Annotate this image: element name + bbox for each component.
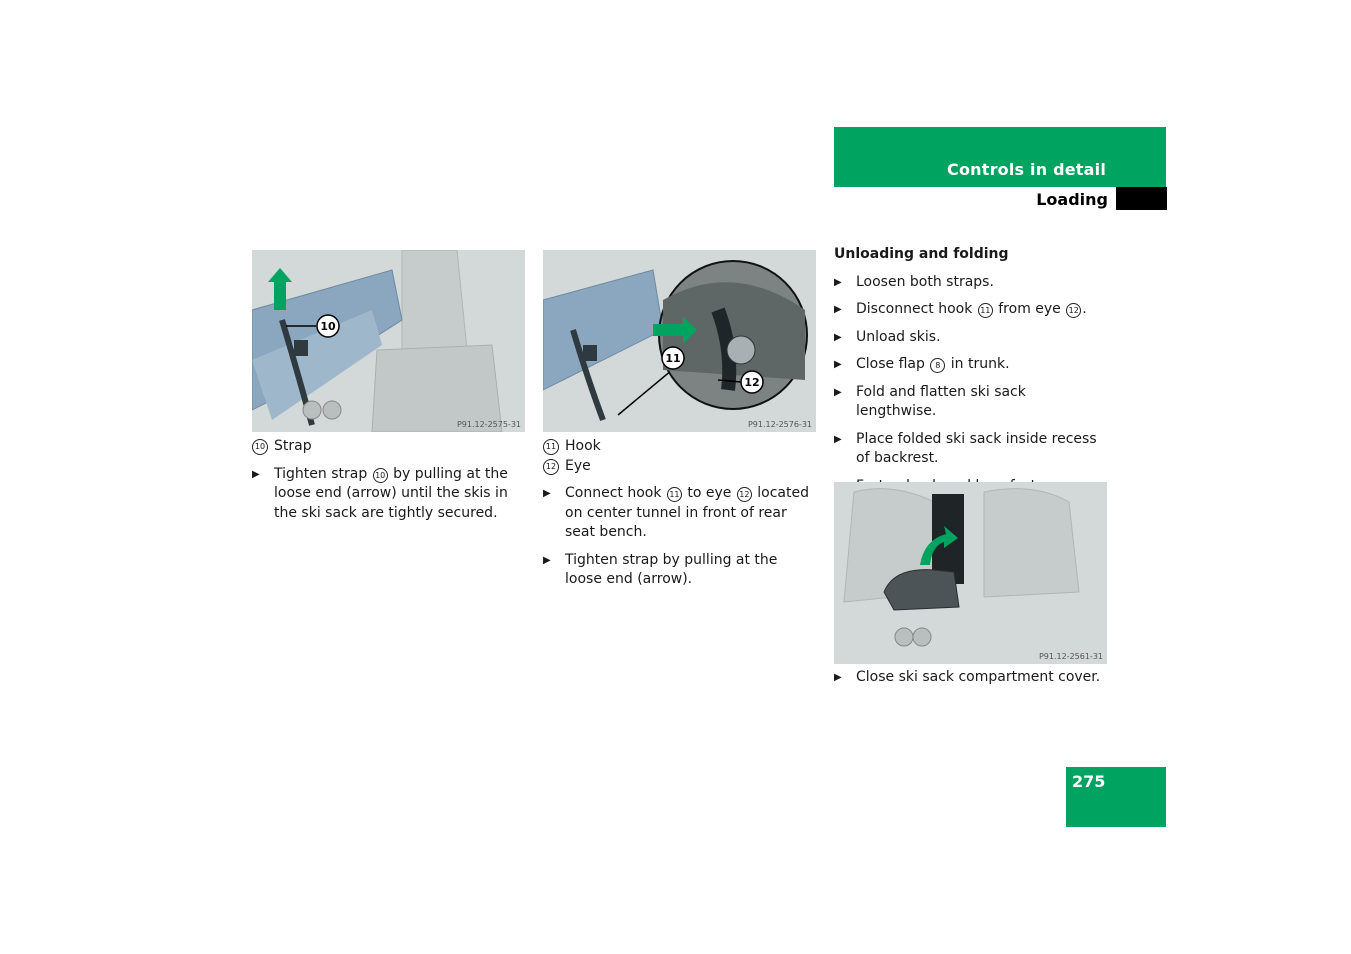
figure-compartment-cover — [834, 482, 1107, 664]
figure-callout: 10 — [320, 320, 336, 333]
step-item: ▶ Place folded ski sack inside recess of backrest. — [834, 430, 1097, 466]
figure-callout-eye: 12 — [744, 376, 760, 389]
bullet-arrow-icon: ▶ — [834, 386, 842, 398]
column-2 — [543, 437, 818, 590]
ref-number: 11 — [978, 303, 993, 318]
ref-number: 11 — [667, 487, 682, 502]
step-item: ▶ Unload skis. — [834, 328, 1109, 348]
bullet-arrow-icon: ▶ — [543, 554, 551, 566]
step-item: ▶ Connect hook 11 to eye 12 located on center tunnel in front of rear seat bench. — [543, 485, 809, 540]
legend-number: 11 — [543, 439, 559, 455]
figure-code: P91.12-2561-31 — [1038, 652, 1103, 661]
step-item: ▶ Loosen both straps. — [834, 273, 1109, 293]
step-item: ▶ Disconnect hook 11 from eye 12 . — [834, 300, 1109, 320]
bullet-arrow-icon: ▶ — [543, 488, 551, 499]
figure-strap — [252, 250, 525, 432]
column-3 — [834, 245, 1109, 496]
legend-number: 10 — [252, 439, 268, 455]
bullet-arrow-icon: ▶ — [252, 468, 260, 480]
bullet-arrow-icon: ▶ — [834, 304, 842, 315]
step-item: ▶ Close ski sack compartment cover. — [834, 668, 1109, 688]
figure-code: P91.12-2576-31 — [747, 420, 812, 429]
bullet-arrow-icon: ▶ — [834, 672, 842, 683]
step-item: ▶ Tighten strap 10 by pulling at the loose end (arrow) until the skis in the ski sack are tightly secured. — [252, 465, 508, 521]
subsection-title: Loading — [1036, 190, 1108, 209]
column-1 — [252, 437, 525, 523]
bullet-arrow-icon: ▶ — [834, 359, 842, 370]
page-number: 275 — [1072, 772, 1106, 791]
legend-item — [543, 437, 818, 457]
figure-code: P91.12-2575-31 — [456, 420, 521, 429]
bullet-arrow-icon: ▶ — [834, 331, 842, 343]
step-item: ▶ Tighten strap by pulling at the loose end (arrow). — [543, 551, 778, 587]
step-item: ▶ Fold and flatten ski sack lengthwise. — [834, 383, 1026, 419]
section-heading: Unloading and folding — [834, 246, 1009, 262]
ref-number: 12 — [1066, 303, 1081, 318]
legend-number: 12 — [543, 459, 559, 475]
figure-callout-hook: 11 — [665, 352, 681, 365]
column-3-final — [834, 660, 1109, 688]
header-black-tab — [1116, 187, 1167, 210]
bullet-arrow-icon: ▶ — [834, 276, 842, 288]
ref-number: 12 — [737, 487, 752, 502]
page-number-box — [1066, 767, 1166, 827]
ref-number: 10 — [373, 468, 388, 483]
legend-label: Eye — [565, 457, 591, 474]
legend-item — [543, 457, 818, 477]
section-title: Controls in detail — [947, 160, 1106, 179]
legend-label: Hook — [565, 438, 601, 454]
legend-label: Strap — [274, 438, 312, 454]
bullet-arrow-icon: ▶ — [834, 433, 842, 445]
step-item: ▶ Close flap 8 in trunk. — [834, 355, 1109, 375]
figure-hook-eye — [543, 250, 816, 432]
header-bar — [834, 127, 1166, 187]
legend-item — [252, 437, 525, 457]
ref-number: 8 — [930, 358, 945, 373]
